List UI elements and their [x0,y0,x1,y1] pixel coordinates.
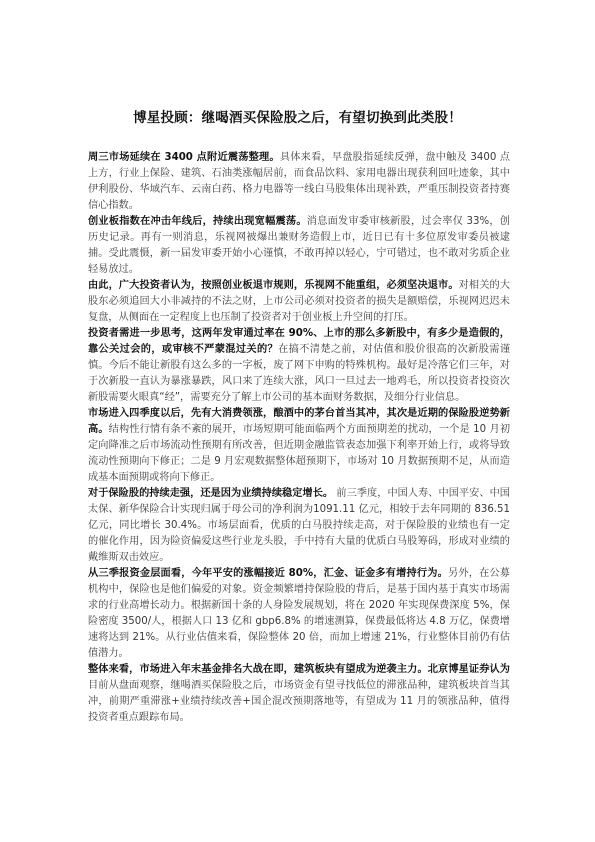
paragraph-text: 对相关的大股东必须追回大小非减持的不法之财，上市公司必须对投资者的损失是额赔偿，乐视网迟迟未复盘，从侧面在一定程度上也压制了投资者对于创业板上升空间的打压。 [88,280,511,323]
paragraph-lead: 创业板指数在冲击年线后，持续出现宽幅震荡。 [88,216,307,227]
paragraph-lead: 由此，广大投资者认为，按照创业板退市规则，乐视网不能重组，必须坚决退市。 [88,280,459,291]
paragraph-2 [88,214,510,278]
paragraph-text: 前三季度，中国人寿、中国平安、中国太保、新华保险合计实现归属于母公司的净利润为1091.11 亿元，相较于去年同期的 836.51 亿元，同比增长 30.4%。市场层面看，优质的白马股持续走高，对于保险股的业绩也有一定的催化作用，因为险资偏爱这些行业龙头股，手中持有大量的优质白马股筹码，形成对业绩的戴维斯双击效应。 [88,488,510,563]
paragraph-lead: 对于保险股的持续走强，还是因为业绩持续稳定增长。 [88,488,334,499]
paragraph-lead: 市场进入四季度以后，先有大消费领涨，酿酒中的茅台首当其冲，其次是近期的保险股逆势新高。 [88,408,510,435]
paragraph-8 [88,662,510,726]
paragraph-text: 结构性行情有条不紊的展开，市场短期可能面临两个方面预期差的扰动，一个是 10 月初定向降准之后市场流动性预期有所改善，但近期金融监管表态加强下利率开始上行，或将导致流动性预期向下修正；二是 9 月宏观数据整体超预期下，市场对 10 月数据预期不足，从而造成基本面预期或将向下修正。 [88,424,511,483]
paragraph-1 [88,150,510,214]
paragraph-5 [88,406,510,486]
paragraph-lead: 整体来看，市场进入年末基金排名大战在即，建筑板块有望成为逆袭主力。北京博星证券认为 [88,664,510,675]
paragraph-text: 在搞不清楚之前，对估值和股价很高的次新股需谨慎。今后不能让新股有这么多的一字板，废了网下申购的特殊机构。最好是冷落它们三年，对于次新股一直认为暴涨暴跌，风口来了连续大涨，风口一旦过去一地鸡毛，所以投资者投资次新股需要火眼真“经”，需要充分了解上市公司的基本面财务数据，及细分行业信息。 [88,344,511,403]
paragraph-6 [88,486,510,566]
paragraph-7 [88,566,510,662]
paragraph-text: 目前从盘面观察，继喝酒买保险股之后，市场资金有望寻找低位的滞涨品种，建筑板块首当其冲，前期严重滞涨+业绩持续改善+国企混改预期落地等，有望成为 11 月的领涨品种，值得投资者重点跟踪布局。 [88,680,510,723]
paragraph-4 [88,326,510,406]
article-title: 博星投顾：继喝酒买保险股之后，有望切换到此类股！ [133,110,462,126]
paragraph-text: 具体来看，早盘股指延续反弹，盘中触及 3400 点上方，行业上保险、建筑、石油类涨幅居前，而食品饮料、家用电器出现获利回吐迹象，其中伊利股份、华域汽车、云南白药、格力电器等一线白马股集体出现补跌，严重压制投资者持赛信心指数。 [88,152,510,211]
paragraph-lead: 投资者需进一步思考，这两年发审通过率在 90%、上市的那么多新股中，有多少是造假的，靠公关过会的，或审核不严蒙混过关的？ [88,328,510,355]
paragraph-3 [88,278,510,326]
paragraph-lead: 从三季报资金层面看，今年平安的涨幅接近 80%，汇金、证金多有增持行为。 [88,568,448,579]
paragraph-lead: 周三市场延续在 3400 点附近震荡整理。 [88,152,280,163]
article-body [88,150,510,726]
paragraph-text: 消息面发审委审核新股，过会率仅 33%，创历史记录。再有一则消息，乐视网被爆出兼财务造假上市，近日已有十多位原发审委员被逮捕。受此震慑，新一届发审委开始小心谨慎，不敢再掉以轻心，宁可错过，也不敢对劣质企业轻易放过。 [88,216,510,275]
paragraph-text: 另外，在公募机构中，保险也是他们偏爱的对象。资金频繁增持保险股的背后，是基于国内基于真实市场需求的行业高增长动力。根据新国十条的人身险发展规划，将在 2020 年实现保费深度 5%，保险密度 3500/人，根据人口 13 亿和 gbp6.8% 的增速测算，保费最低将达 4.8 万亿，保费增速将达到 21%。从行业估值来看，保险整体 20 倍，而加上增速 21%，行业整体目前仍有估值潜力。 [88,568,510,659]
